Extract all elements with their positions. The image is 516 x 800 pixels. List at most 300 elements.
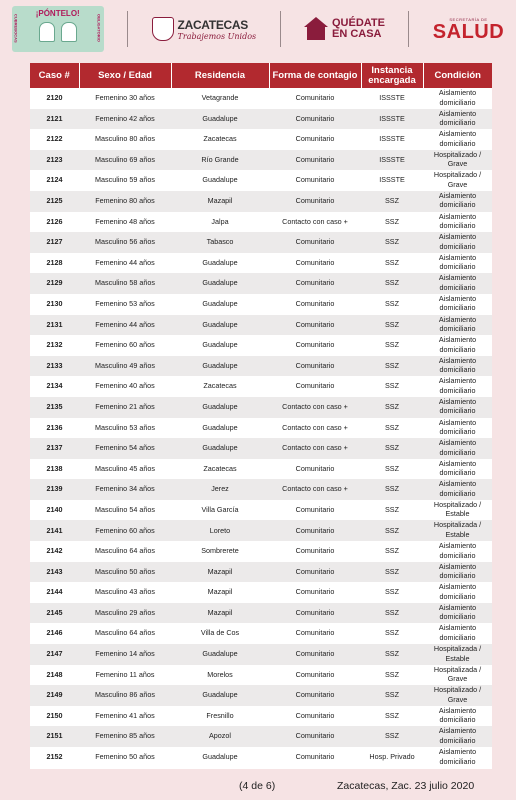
cell-residencia: Fresnillo bbox=[171, 706, 269, 727]
cell-instancia: SSZ bbox=[361, 376, 423, 397]
cell-caso: 2149 bbox=[30, 685, 79, 706]
cell-sexo-edad: Masculino 29 años bbox=[79, 603, 171, 624]
condicion-line2: domiciliario bbox=[439, 488, 476, 498]
cell-sexo-edad: Femenino 50 años bbox=[79, 747, 171, 768]
cell-caso: 2142 bbox=[30, 541, 79, 562]
cell-residencia: Jerez bbox=[171, 479, 269, 500]
condicion-line1: Aislamiento bbox=[438, 273, 477, 283]
cell-sexo-edad: Femenino 41 años bbox=[79, 706, 171, 727]
cell-residencia: Guadalupe bbox=[171, 273, 269, 294]
condicion-line1: Aislamiento bbox=[438, 541, 477, 551]
condicion-line1: Aislamiento bbox=[438, 705, 477, 715]
cell-instancia: SSZ bbox=[361, 644, 423, 665]
table-row bbox=[30, 726, 492, 747]
cell-caso: 2131 bbox=[30, 315, 79, 336]
cell-residencia: Jalpa bbox=[171, 212, 269, 233]
cell-caso: 2141 bbox=[30, 520, 79, 541]
cell-condicion bbox=[423, 582, 492, 603]
cell-caso: 2150 bbox=[30, 706, 79, 727]
cell-sexo-edad: Masculino 80 años bbox=[79, 129, 171, 150]
table-row bbox=[30, 397, 492, 418]
cell-instancia: SSZ bbox=[361, 479, 423, 500]
cell-forma-contagio: Comunitario bbox=[269, 706, 361, 727]
condicion-line1: Aislamiento bbox=[438, 602, 477, 612]
cell-instancia: SSZ bbox=[361, 623, 423, 644]
cell-instancia: SSZ bbox=[361, 459, 423, 480]
cell-forma-contagio: Comunitario bbox=[269, 253, 361, 274]
cell-residencia: Guadalupe bbox=[171, 418, 269, 439]
condicion-line1: Hospitalizado / bbox=[433, 685, 482, 695]
zacatecas-slogan: Trabajemos Unidos bbox=[177, 31, 257, 41]
cell-forma-contagio: Comunitario bbox=[269, 726, 361, 747]
cell-sexo-edad: Masculino 59 años bbox=[79, 170, 171, 191]
condicion-line2: Estable bbox=[445, 509, 470, 519]
cell-caso: 2139 bbox=[30, 479, 79, 500]
header-caso: Caso # bbox=[30, 63, 79, 88]
footer-date: Zacatecas, Zac. 23 julio 2020 bbox=[337, 780, 475, 792]
cell-instancia: SSZ bbox=[361, 603, 423, 624]
condicion-line2: domiciliario bbox=[439, 385, 476, 395]
cell-residencia: Guadalupe bbox=[171, 335, 269, 356]
cell-sexo-edad: Femenino 44 años bbox=[79, 253, 171, 274]
condicion-line2: Grave bbox=[447, 159, 468, 169]
cell-condicion bbox=[423, 294, 492, 315]
cell-instancia: SSZ bbox=[361, 726, 423, 747]
cell-caso: 2148 bbox=[30, 665, 79, 686]
condicion-line2: domiciliario bbox=[439, 303, 476, 313]
house-icon bbox=[304, 17, 328, 41]
cell-forma-contagio: Comunitario bbox=[269, 356, 361, 377]
cell-caso: 2129 bbox=[30, 273, 79, 294]
cell-residencia: Guadalupe bbox=[171, 315, 269, 336]
cell-condicion bbox=[423, 644, 492, 665]
condicion-line1: Aislamiento bbox=[438, 479, 477, 489]
cell-forma-contagio: Comunitario bbox=[269, 665, 361, 686]
cell-instancia: SSZ bbox=[361, 356, 423, 377]
cell-caso: 2123 bbox=[30, 150, 79, 171]
cell-residencia: Guadalupe bbox=[171, 438, 269, 459]
cell-condicion bbox=[423, 335, 492, 356]
cell-caso: 2128 bbox=[30, 253, 79, 274]
cell-condicion bbox=[423, 418, 492, 439]
cell-forma-contagio: Comunitario bbox=[269, 562, 361, 583]
cell-instancia: Hosp. Privado bbox=[361, 747, 423, 768]
condicion-line1: Aislamiento bbox=[438, 293, 477, 303]
page-indicator: (4 de 6) bbox=[239, 780, 276, 792]
cell-sexo-edad: Masculino 54 años bbox=[79, 500, 171, 521]
cell-sexo-edad: Masculino 45 años bbox=[79, 459, 171, 480]
condicion-line1: Hospitalizada / bbox=[433, 644, 482, 654]
cell-caso: 2124 bbox=[30, 170, 79, 191]
cell-forma-contagio: Contacto con caso + bbox=[269, 418, 361, 439]
cell-sexo-edad: Femenino 34 años bbox=[79, 479, 171, 500]
cell-forma-contagio: Contacto con caso + bbox=[269, 212, 361, 233]
cell-sexo-edad: Masculino 49 años bbox=[79, 356, 171, 377]
condicion-line2: domiciliario bbox=[439, 262, 476, 272]
cell-residencia: Guadalupe bbox=[171, 356, 269, 377]
mask-campaign-title: ¡PÓNTELO! bbox=[35, 9, 80, 18]
condicion-line1: Aislamiento bbox=[438, 747, 477, 756]
cell-residencia: Morelos bbox=[171, 665, 269, 686]
cell-caso: 2138 bbox=[30, 459, 79, 480]
cell-sexo-edad: Femenino 60 años bbox=[79, 335, 171, 356]
cell-residencia: Guadalupe bbox=[171, 109, 269, 130]
cell-sexo-edad: Femenino 48 años bbox=[79, 212, 171, 233]
condicion-line2: domiciliario bbox=[439, 200, 476, 210]
cell-forma-contagio: Contacto con caso + bbox=[269, 479, 361, 500]
zacatecas-name: ZACATECAS bbox=[177, 17, 248, 32]
secretaria-salud-logo bbox=[433, 17, 504, 42]
cell-condicion bbox=[423, 623, 492, 644]
cell-forma-contagio: Contacto con caso + bbox=[269, 397, 361, 418]
cell-caso: 2126 bbox=[30, 212, 79, 233]
cell-condicion bbox=[423, 459, 492, 480]
cell-caso: 2122 bbox=[30, 129, 79, 150]
cell-condicion bbox=[423, 685, 492, 706]
condicion-line2: domiciliario bbox=[439, 612, 476, 622]
cell-caso: 2145 bbox=[30, 603, 79, 624]
mask-side-right-text: OBLIGATORIO bbox=[96, 14, 102, 42]
condicion-line1: Aislamiento bbox=[438, 417, 477, 427]
cell-residencia: Mazapil bbox=[171, 582, 269, 603]
table-row bbox=[30, 129, 492, 150]
cell-condicion bbox=[423, 315, 492, 336]
cell-instancia: SSZ bbox=[361, 191, 423, 212]
cell-instancia: SSZ bbox=[361, 212, 423, 233]
cell-condicion bbox=[423, 88, 492, 109]
cell-residencia: Tabasco bbox=[171, 232, 269, 253]
cell-caso: 2147 bbox=[30, 644, 79, 665]
cell-caso: 2121 bbox=[30, 109, 79, 130]
cell-caso: 2151 bbox=[30, 726, 79, 747]
cell-sexo-edad: Femenino 42 años bbox=[79, 109, 171, 130]
cell-forma-contagio: Comunitario bbox=[269, 129, 361, 150]
table-row bbox=[30, 315, 492, 336]
cell-instancia: SSZ bbox=[361, 500, 423, 521]
cell-caso: 2120 bbox=[30, 88, 79, 109]
table-row bbox=[30, 253, 492, 274]
condicion-line2: domiciliario bbox=[439, 756, 476, 766]
condicion-line1: Aislamiento bbox=[438, 252, 477, 262]
cell-forma-contagio: Comunitario bbox=[269, 315, 361, 336]
condicion-line2: Grave bbox=[447, 694, 468, 704]
cell-sexo-edad: Masculino 58 años bbox=[79, 273, 171, 294]
table-body bbox=[30, 88, 492, 768]
condicion-line1: Aislamiento bbox=[438, 314, 477, 324]
condicion-line2: domiciliario bbox=[439, 97, 476, 107]
cases-table bbox=[30, 63, 492, 768]
condicion-line1: Aislamiento bbox=[438, 396, 477, 406]
header-instancia: Instancia encargada bbox=[361, 63, 423, 88]
table-row bbox=[30, 376, 492, 397]
cell-caso: 2135 bbox=[30, 397, 79, 418]
condicion-line2: domiciliario bbox=[439, 221, 476, 231]
cell-condicion bbox=[423, 109, 492, 130]
salud-big-text: SALUD bbox=[432, 20, 505, 43]
cell-instancia: SSZ bbox=[361, 541, 423, 562]
cell-residencia: Apozol bbox=[171, 726, 269, 747]
cell-caso: 2134 bbox=[30, 376, 79, 397]
cell-condicion bbox=[423, 562, 492, 583]
table-row bbox=[30, 603, 492, 624]
cell-condicion bbox=[423, 253, 492, 274]
cases-table-container bbox=[30, 63, 492, 769]
condicion-line1: Hospitalizado / bbox=[433, 499, 482, 509]
cell-instancia: SSZ bbox=[361, 520, 423, 541]
condicion-line2: domiciliario bbox=[439, 118, 476, 128]
cell-sexo-edad: Masculino 56 años bbox=[79, 232, 171, 253]
table-row bbox=[30, 541, 492, 562]
cell-condicion bbox=[423, 747, 492, 768]
cell-condicion bbox=[423, 376, 492, 397]
cell-forma-contagio: Contacto con caso + bbox=[269, 438, 361, 459]
cell-forma-contagio: Comunitario bbox=[269, 170, 361, 191]
table-row bbox=[30, 665, 492, 686]
table-row bbox=[30, 623, 492, 644]
condicion-line2: domiciliario bbox=[439, 406, 476, 416]
condicion-line2: domiciliario bbox=[439, 324, 476, 334]
table-row bbox=[30, 418, 492, 439]
cell-instancia: ISSSTE bbox=[361, 88, 423, 109]
table-row bbox=[30, 294, 492, 315]
condicion-line2: domiciliario bbox=[439, 715, 476, 725]
condicion-line2: domiciliario bbox=[439, 632, 476, 642]
cell-sexo-edad: Femenino 14 años bbox=[79, 644, 171, 665]
cell-residencia: Río Grande bbox=[171, 150, 269, 171]
cell-condicion bbox=[423, 232, 492, 253]
table-row bbox=[30, 685, 492, 706]
condicion-line1: Hospitalizado / bbox=[433, 149, 482, 159]
condicion-line2: domiciliario bbox=[439, 365, 476, 375]
condicion-line2: domiciliario bbox=[439, 241, 476, 251]
cell-instancia: SSZ bbox=[361, 418, 423, 439]
cell-caso: 2125 bbox=[30, 191, 79, 212]
condicion-line2: domiciliario bbox=[439, 591, 476, 601]
condicion-line1: Aislamiento bbox=[438, 190, 477, 200]
condicion-line2: domiciliario bbox=[439, 282, 476, 292]
cell-instancia: SSZ bbox=[361, 294, 423, 315]
cell-sexo-edad: Femenino 54 años bbox=[79, 438, 171, 459]
header-banner bbox=[0, 0, 516, 58]
cell-condicion bbox=[423, 438, 492, 459]
condicion-line2: domiciliario bbox=[439, 571, 476, 581]
cell-forma-contagio: Comunitario bbox=[269, 623, 361, 644]
cell-forma-contagio: Comunitario bbox=[269, 520, 361, 541]
cell-sexo-edad: Masculino 86 años bbox=[79, 685, 171, 706]
cell-residencia: Mazapil bbox=[171, 562, 269, 583]
header-forma-contagio: Forma de contagio bbox=[269, 63, 361, 88]
quedate-line2: EN CASA bbox=[331, 28, 382, 40]
cell-condicion bbox=[423, 150, 492, 171]
cell-sexo-edad: Masculino 43 años bbox=[79, 582, 171, 603]
cell-instancia: SSZ bbox=[361, 438, 423, 459]
cell-instancia: SSZ bbox=[361, 253, 423, 274]
cell-forma-contagio: Comunitario bbox=[269, 582, 361, 603]
condicion-line1: Aislamiento bbox=[438, 458, 477, 468]
condicion-line1: Aislamiento bbox=[438, 355, 477, 365]
table-header-row bbox=[30, 63, 492, 88]
cell-residencia: Guadalupe bbox=[171, 644, 269, 665]
cell-instancia: SSZ bbox=[361, 335, 423, 356]
table-row bbox=[30, 232, 492, 253]
table-row bbox=[30, 747, 492, 768]
header-residencia: Residencia bbox=[171, 63, 269, 88]
condicion-line2: domiciliario bbox=[439, 447, 476, 457]
cell-forma-contagio: Comunitario bbox=[269, 335, 361, 356]
cell-instancia: SSZ bbox=[361, 706, 423, 727]
table-row bbox=[30, 459, 492, 480]
cell-sexo-edad: Masculino 64 años bbox=[79, 541, 171, 562]
cell-residencia: Vetagrande bbox=[171, 88, 269, 109]
cell-sexo-edad: Masculino 64 años bbox=[79, 623, 171, 644]
condicion-line2: domiciliario bbox=[439, 344, 476, 354]
quedate-line1: QUÉDATE bbox=[331, 17, 385, 29]
condicion-line2: domiciliario bbox=[439, 735, 476, 745]
condicion-line2: domiciliario bbox=[439, 468, 476, 478]
cell-forma-contagio: Comunitario bbox=[269, 541, 361, 562]
condicion-line2: domiciliario bbox=[439, 550, 476, 560]
condicion-line2: Estable bbox=[445, 653, 470, 663]
cell-caso: 2140 bbox=[30, 500, 79, 521]
cell-sexo-edad: Femenino 21 años bbox=[79, 397, 171, 418]
cell-condicion bbox=[423, 170, 492, 191]
cell-instancia: SSZ bbox=[361, 397, 423, 418]
condicion-line1: Aislamiento bbox=[438, 211, 477, 221]
cell-sexo-edad: Femenino 85 años bbox=[79, 726, 171, 747]
condicion-line1: Aislamiento bbox=[438, 129, 477, 139]
cell-sexo-edad: Masculino 53 años bbox=[79, 418, 171, 439]
table-row bbox=[30, 356, 492, 377]
table-row bbox=[30, 438, 492, 459]
cell-condicion bbox=[423, 273, 492, 294]
state-seal-icon bbox=[152, 17, 174, 41]
cell-condicion bbox=[423, 397, 492, 418]
cell-sexo-edad: Femenino 53 años bbox=[79, 294, 171, 315]
cell-forma-contagio: Comunitario bbox=[269, 500, 361, 521]
cell-caso: 2136 bbox=[30, 418, 79, 439]
cell-residencia: Mazapil bbox=[171, 603, 269, 624]
table-row bbox=[30, 212, 492, 233]
table-row bbox=[30, 150, 492, 171]
cell-sexo-edad: Femenino 44 años bbox=[79, 315, 171, 336]
cell-residencia: Zacatecas bbox=[171, 376, 269, 397]
mask-campaign-logo bbox=[12, 6, 104, 52]
cell-caso: 2146 bbox=[30, 623, 79, 644]
condicion-line1: Aislamiento bbox=[438, 438, 477, 448]
cell-condicion bbox=[423, 479, 492, 500]
cell-instancia: ISSSTE bbox=[361, 109, 423, 130]
cell-caso: 2143 bbox=[30, 562, 79, 583]
mask-side-left-text: CUBREBOCAS bbox=[13, 14, 19, 43]
header-sexo-edad: Sexo / Edad bbox=[79, 63, 171, 88]
table-row bbox=[30, 170, 492, 191]
table-row bbox=[30, 109, 492, 130]
cell-caso: 2127 bbox=[30, 232, 79, 253]
cell-forma-contagio: Comunitario bbox=[269, 685, 361, 706]
condicion-line1: Hospitalizada / bbox=[433, 520, 482, 530]
cell-condicion bbox=[423, 665, 492, 686]
table-row bbox=[30, 88, 492, 109]
cell-caso: 2133 bbox=[30, 356, 79, 377]
condicion-line2: Grave bbox=[447, 674, 468, 684]
cell-sexo-edad: Femenino 30 años bbox=[79, 88, 171, 109]
cell-sexo-edad: Femenino 40 años bbox=[79, 376, 171, 397]
cell-caso: 2144 bbox=[30, 582, 79, 603]
cell-condicion bbox=[423, 212, 492, 233]
condicion-line1: Aislamiento bbox=[438, 582, 477, 592]
people-with-masks-icon bbox=[39, 22, 77, 42]
cell-instancia: SSZ bbox=[361, 562, 423, 583]
table-row bbox=[30, 582, 492, 603]
table-row bbox=[30, 273, 492, 294]
table-row bbox=[30, 500, 492, 521]
cell-caso: 2130 bbox=[30, 294, 79, 315]
header-condicion: Condición bbox=[423, 63, 492, 88]
cell-residencia: Sombrerete bbox=[171, 541, 269, 562]
cell-sexo-edad: Femenino 80 años bbox=[79, 191, 171, 212]
header-divider bbox=[127, 11, 128, 47]
cell-sexo-edad: Masculino 50 años bbox=[79, 562, 171, 583]
cell-residencia: Villa García bbox=[171, 500, 269, 521]
cell-instancia: ISSSTE bbox=[361, 170, 423, 191]
cell-instancia: ISSSTE bbox=[361, 129, 423, 150]
cell-instancia: SSZ bbox=[361, 273, 423, 294]
condicion-line1: Aislamiento bbox=[438, 335, 477, 345]
cell-forma-contagio: Comunitario bbox=[269, 603, 361, 624]
cell-residencia: Zacatecas bbox=[171, 129, 269, 150]
condicion-line2: domiciliario bbox=[439, 427, 476, 436]
cell-instancia: SSZ bbox=[361, 315, 423, 336]
cell-forma-contagio: Comunitario bbox=[269, 376, 361, 397]
cell-forma-contagio: Comunitario bbox=[269, 273, 361, 294]
cell-condicion bbox=[423, 129, 492, 150]
cell-sexo-edad: Femenino 11 años bbox=[79, 665, 171, 686]
cell-condicion bbox=[423, 706, 492, 727]
cell-forma-contagio: Comunitario bbox=[269, 109, 361, 130]
condicion-line2: domiciliario bbox=[439, 138, 476, 148]
quedate-en-casa-logo bbox=[304, 17, 385, 41]
cell-residencia: Loreto bbox=[171, 520, 269, 541]
cell-condicion bbox=[423, 603, 492, 624]
table-row bbox=[30, 644, 492, 665]
cell-residencia: Guadalupe bbox=[171, 253, 269, 274]
condicion-line1: Aislamiento bbox=[438, 376, 477, 386]
condicion-line1: Aislamiento bbox=[438, 88, 477, 97]
table-row bbox=[30, 562, 492, 583]
cell-instancia: ISSSTE bbox=[361, 150, 423, 171]
condicion-line1: Aislamiento bbox=[438, 561, 477, 571]
cell-forma-contagio: Comunitario bbox=[269, 88, 361, 109]
cell-residencia: Zacatecas bbox=[171, 459, 269, 480]
cell-condicion bbox=[423, 500, 492, 521]
header-divider bbox=[280, 11, 281, 47]
cell-forma-contagio: Comunitario bbox=[269, 459, 361, 480]
cell-sexo-edad: Masculino 69 años bbox=[79, 150, 171, 171]
cell-instancia: SSZ bbox=[361, 232, 423, 253]
cell-caso: 2132 bbox=[30, 335, 79, 356]
salud-small-text: SECRETARÍA DE bbox=[449, 16, 488, 22]
condicion-line2: Estable bbox=[445, 529, 470, 539]
table-row bbox=[30, 479, 492, 500]
cell-forma-contagio: Comunitario bbox=[269, 150, 361, 171]
cell-condicion bbox=[423, 520, 492, 541]
cell-instancia: SSZ bbox=[361, 685, 423, 706]
cell-residencia: Mazapil bbox=[171, 191, 269, 212]
cell-instancia: SSZ bbox=[361, 665, 423, 686]
table-row bbox=[30, 191, 492, 212]
cell-condicion bbox=[423, 541, 492, 562]
table-row bbox=[30, 520, 492, 541]
